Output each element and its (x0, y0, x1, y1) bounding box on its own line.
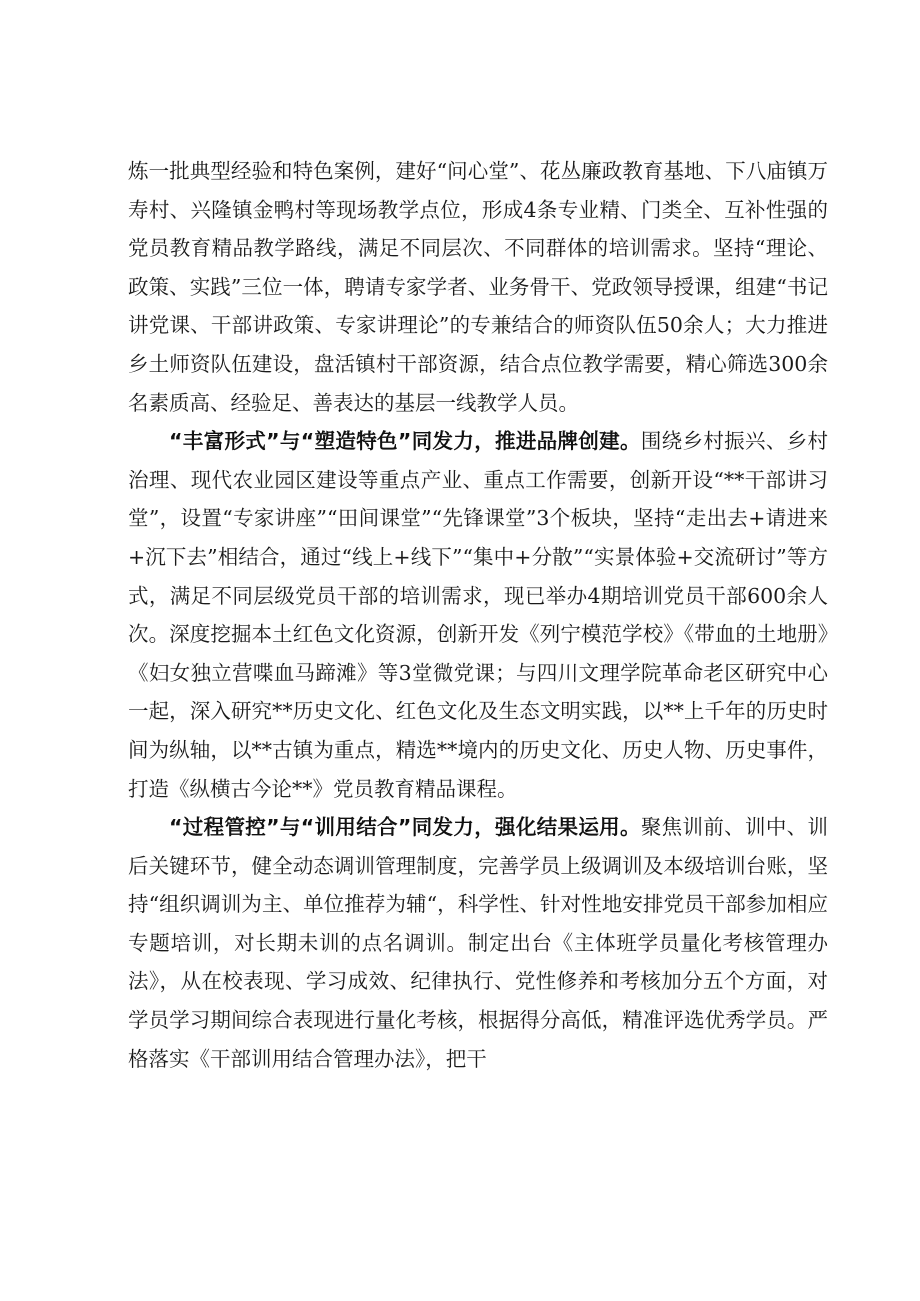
paragraph-brand-building (128, 422, 828, 808)
document-body (128, 152, 828, 1078)
paragraph-continuation (128, 152, 828, 422)
paragraph-lead-heading: “丰富形式”与“塑造特色”同发力，推进品牌创建。 (169, 429, 641, 454)
paragraph-body: 炼一批典型经验和特色案例，建好“问心堂”、花丛廉政教育基地、下八庙镇万寿村、兴隆镇金鸭村等现场教学点位，形成4条专业精、门类全、互补性强的党员教育精品教学路线，满足不同层次、不同群体的培训需求。坚持“理论、政策、实践”三位一体，聘请专家学者、业务骨干、党政领导授课，组建“书记讲党课、干部讲政策、专家讲理论”的专兼结合的师资队伍50余人；大力推进乡土师资队伍建设，盘活镇村干部资源，结合点位教学需要，精心筛选300余名素质高、经验足、善表达的基层一线教学人员。 (128, 159, 828, 415)
paragraph-body: 聚焦训前、训中、训后关键环节，健全动态调训管理制度，完善学员上级调训及本级培训台账，坚持“组织调训为主、单位推荐为辅“，科学性、针对性地安排党员干部参加相应专题培训，对长期未训的点名调训。制定出台《主体班学员量化考核管理办法》，从在校表现、学习成效、纪律执行、党性修养和考核加分五个方面，对学员学习期间综合表现进行量化考核，根据得分高低，精准评选优秀学员。严格落实《干部训用结合管理办法》，把干 (128, 815, 828, 1071)
paragraph-lead-heading: “过程管控”与“训用结合”同发力，强化结果运用。 (169, 815, 641, 840)
paragraph-result-application (128, 808, 828, 1078)
paragraph-body: 围绕乡村振兴、乡村治理、现代农业园区建设等重点产业、重点工作需要，创新开设“**干部讲习堂”，设置“专家讲座”“田间课堂”“先锋课堂”3个板块，坚持“走出去+请进来+沉下去”相结合，通过“线上+线下”“集中+分散”“实景体验+交流研讨”等方式，满足不同层级党员干部的培训需求，现已举办4期培训党员干部600余人次。深度挖掘本土红色文化资源，创新开发《列宁模范学校》《带血的土地册》《妇女独立营喋血马蹄滩》等3堂微党课；与四川文理学院革命老区研究中心一起，深入研究**历史文化、红色文化及生态文明实践，以**上千年的历史时间为纵轴，以**古镇为重点，精选**境内的历史文化、历史人物、历史事件，打造《纵横古今论**》党员教育精品课程。 (128, 429, 828, 801)
